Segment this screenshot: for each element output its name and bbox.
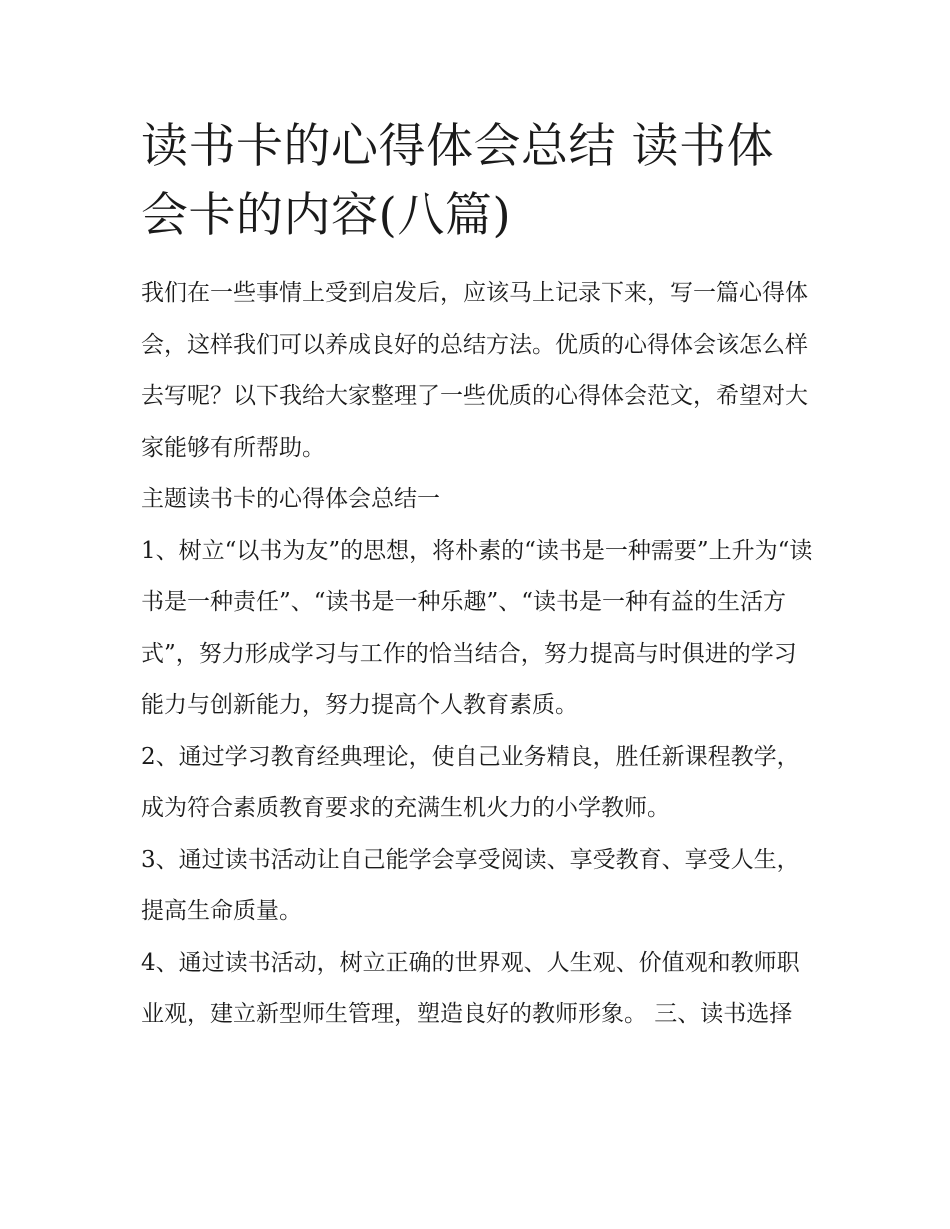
list-item-4: 4、通过读书活动，树立正确的世界观、人生观、价值观和教师职业观，建立新型师生管理，塑造良好的教师形象。 三、读书选择 (141, 949, 800, 1027)
section-heading: 主题读书卡的心得体会总结一 (141, 486, 440, 512)
document-title: 读书卡的心得体会总结 读书体会卡的内容(八篇) (141, 119, 774, 243)
document-page (141, 112, 813, 1041)
intro-paragraph: 我们在一些事情上受到启发后，应该马上记录下来，写一篇心得体会，这样我们可以养成良好的总结方法。优质的心得体会该怎么样去写呢？以下我给大家整理了一些优质的心得体会范文，希望对大家能够有所帮助。 (141, 280, 808, 461)
list-item-2: 2、通过学习教育经典理论，使自己业务精良，胜任新课程教学，成为符合素质教育要求的充满生机火力的小学教师。 (141, 743, 800, 821)
list-item-3: 3、通过读书活动让自己能学会享受阅读、享受教育、享受人生，提高生命质量。 (141, 846, 800, 924)
list-item-1: 1、树立“以书为友”的思想，将朴素的“读书是一种需要”上升为“读书是一种责任”、“读书是一种乐趣”、“读书是一种有益的生活方式”，努力形成学习与工作的恰当结合，努力提高与时俱进的学习能力与创新能力，努力提高个人教育素质。 (141, 537, 813, 718)
